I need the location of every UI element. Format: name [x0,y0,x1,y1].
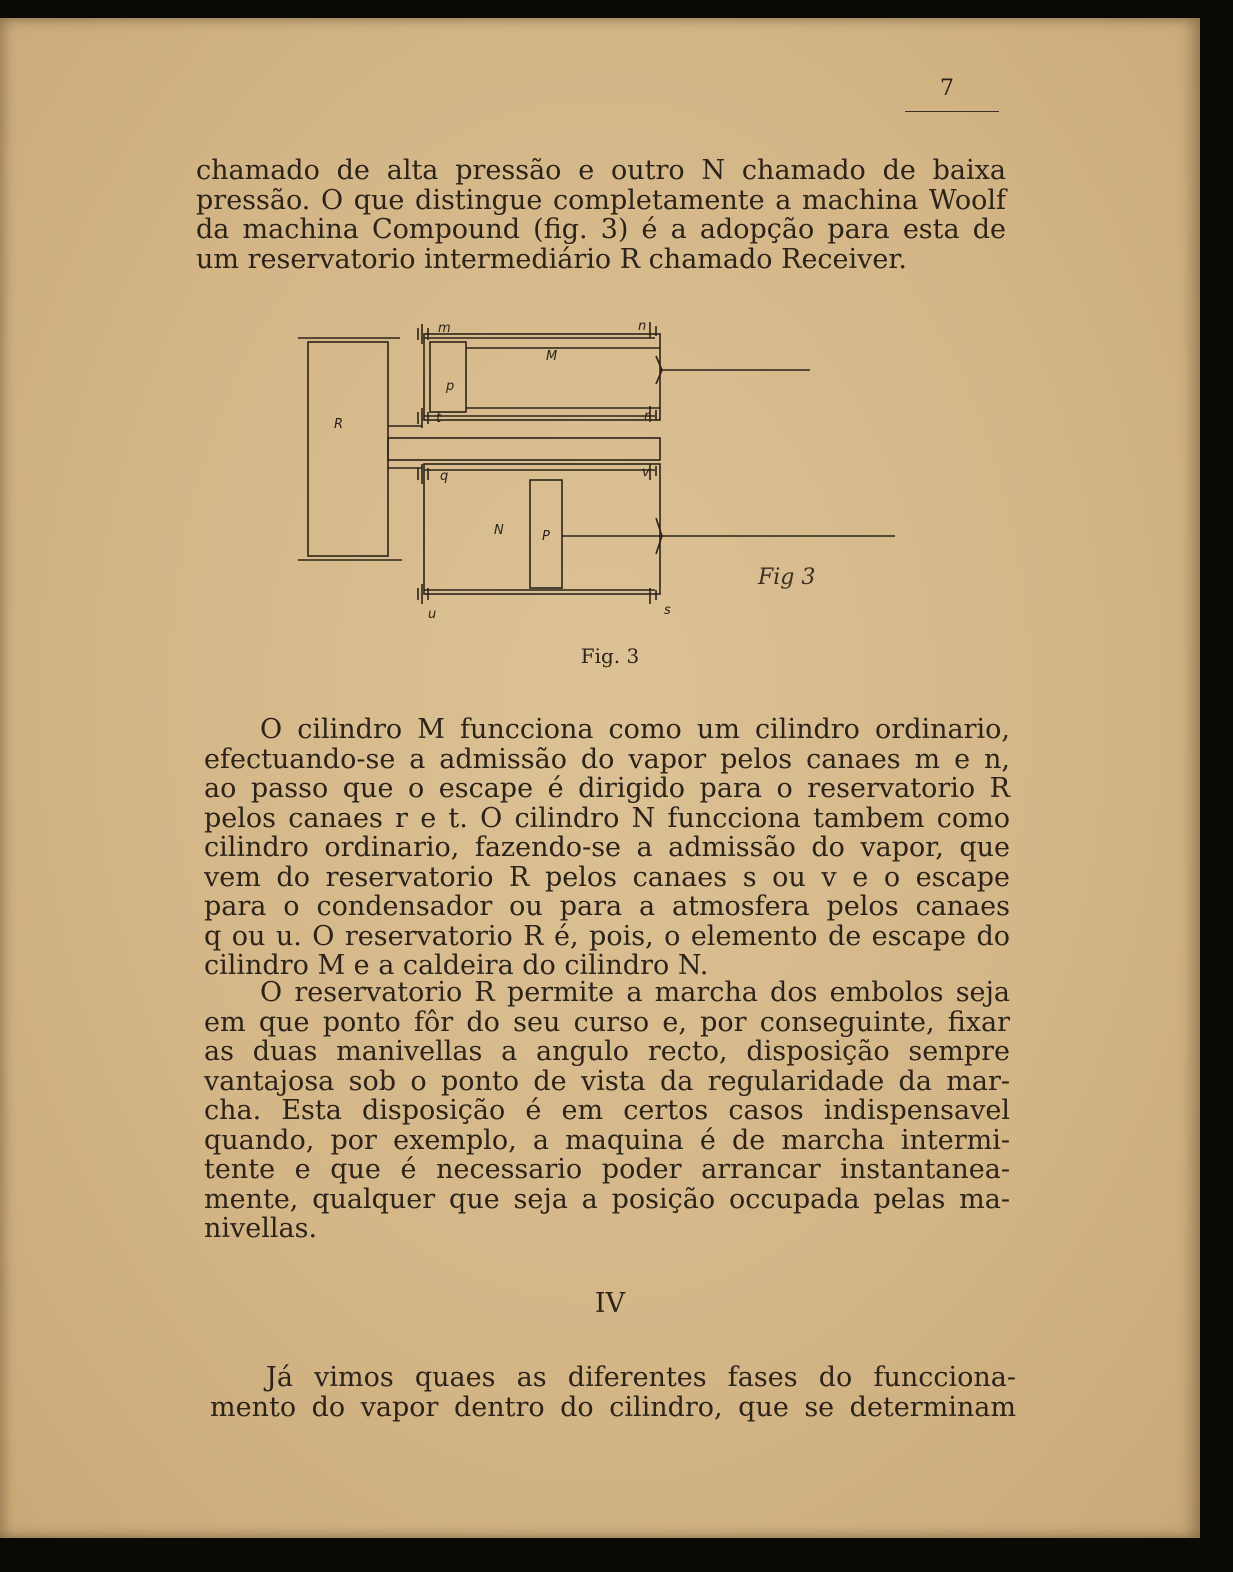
label-p-small: p [446,379,455,394]
page-number-rule [905,111,999,112]
text-line: pelos canaes r e t. O cilindro N funcciona tambem como [204,802,1010,834]
text-line: cilindro M e a caldeira do cilindro N. [204,950,709,981]
book-page [0,18,1200,1538]
label-v-port: v [642,465,650,480]
piston-p-top [430,342,466,412]
label-p: P [542,529,550,544]
text-line: Já vimos quaes as diferentes fases do funcciona- [266,1362,1016,1393]
text-line: vem do reservatorio R pelos canaes s ou v e o escape [204,861,1010,893]
page-number: 7 [940,76,954,101]
label-u-port: u [428,607,437,622]
text-line: mente, qualquer que seja a posição occupada pelas ma- [204,1183,1010,1215]
compound-engine-diagram [290,308,910,628]
paragraph-4 [210,1363,1016,1422]
figure-caption: Fig. 3 [580,644,640,668]
text-line: nivellas. [204,1213,318,1244]
label-n-port: n [638,319,647,334]
text-line: um reservatorio intermediário R chamado Receiver. [196,243,907,275]
text-line: mento do vapor dentro do cilindro, que se determinam [210,1391,1016,1423]
text-line: as duas manivellas a angulo recto, disposição sempre [204,1036,1010,1067]
text-line: quando, por exemplo, a maquina é de marcha intermi- [204,1124,1010,1156]
figure-3-diagram [290,308,910,628]
label-q-port: q [440,469,449,484]
section-heading: IV [594,1288,626,1319]
text-line: O reservatorio R permite a marcha dos embolos seja [260,977,1010,1008]
label-t-port: t [436,411,442,426]
paragraph-2 [204,715,1010,981]
text-line: para o condensador ou para a atmosfera pelos canaes [204,891,1010,922]
text-line: ao passo que o escape é dirigido para o reservatorio R [204,773,1010,804]
label-s-port: s [664,603,671,618]
label-r: R [334,417,344,432]
text-line: da machina Compound (fig. 3) é a adopção para esta de [196,214,1006,245]
text-line: cha. Esta disposição é em certos casos indispensavel [204,1095,1010,1126]
reservoir-r-outline [308,342,388,556]
text-line: O cilindro M funcciona como um cilindro ordinario, [260,714,1010,745]
text-line: efectuando-se a admissão do vapor pelos canaes m e n, [204,743,1010,775]
text-line: cilindro ordinario, fazendo-se a admissão do vapor, que [204,832,1010,863]
text-line: q ou u. O reservatorio R é, pois, o elemento de escape do [204,920,1010,952]
text-line: chamado de alta pressão e outro N chamado de baixa [196,155,1006,186]
receiver-pipe [388,438,660,460]
handwritten-fig-note: Fig 3 [758,565,816,590]
text-line: vantajosa sob o ponto de vista da regularidade da mar- [204,1065,1010,1097]
text-line: pressão. O que distingue completamente a machina Woolf [196,184,1006,216]
paragraph-1 [196,156,1006,274]
paragraph-3 [204,978,1010,1244]
label-m: M [546,349,558,364]
text-line: em que ponto fôr do seu curso e, por conseguinte, fixar [204,1006,1010,1038]
label-n: N [494,523,504,538]
label-r-port: r [644,409,650,424]
text-line: tente e que é necessario poder arrancar instantanea- [204,1154,1010,1185]
label-m-port: m [438,321,451,336]
cylinder-m-outline [424,334,660,420]
